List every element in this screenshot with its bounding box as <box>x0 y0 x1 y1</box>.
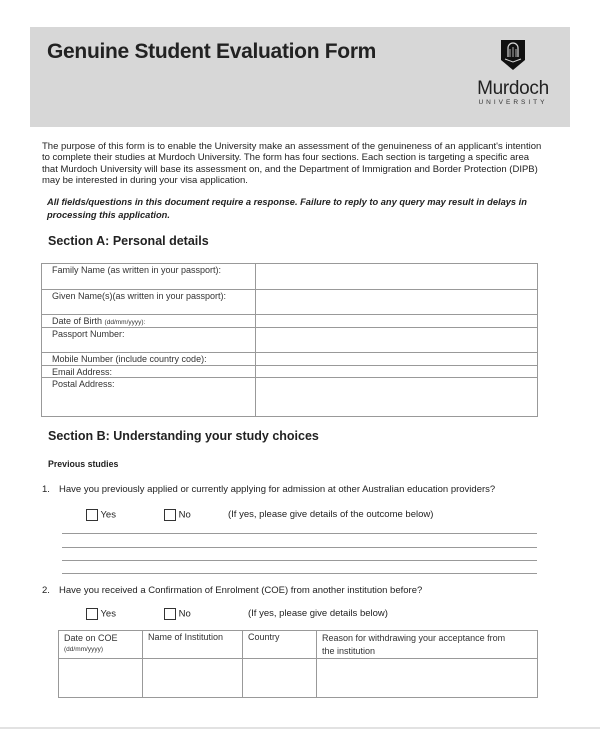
question-1-text: Have you previously applied or currently applying for admission at other Australian education providers? <box>59 484 496 495</box>
question-2-text: Have you received a Confirmation of Enrolment (COE) from another institution before? <box>59 585 423 596</box>
country-input[interactable] <box>243 659 317 698</box>
dob-label <box>42 315 256 328</box>
question-2-number: 2. <box>42 585 50 596</box>
dob-format-hint: (dd/mm/yyyy): <box>104 319 146 326</box>
section-b-title: Section B: Understanding your study choices <box>48 429 319 443</box>
previous-studies-subtitle: Previous studies <box>48 459 119 469</box>
answer-line[interactable] <box>62 560 537 561</box>
coe-date-header <box>59 631 143 659</box>
q2-yes-checkbox[interactable] <box>86 608 98 620</box>
coe-date-label: Date on COE <box>64 633 118 643</box>
coe-date-input[interactable] <box>59 659 143 698</box>
given-name-input[interactable] <box>256 290 538 315</box>
q1-note: (If yes, please give details of the outcome below) <box>228 509 434 520</box>
murdoch-logo <box>468 39 558 106</box>
section-a-title: Section A: Personal details <box>48 234 209 248</box>
answer-line[interactable] <box>62 547 537 548</box>
email-label: Email Address: <box>42 366 256 378</box>
given-name-label: Given Name(s)(as written in your passport): <box>42 290 256 315</box>
family-name-label: Family Name (as written in your passport): <box>42 264 256 290</box>
notice-line: processing this application. <box>47 209 170 220</box>
coe-table <box>58 630 538 698</box>
dob-input[interactable] <box>256 315 538 328</box>
passport-number-label: Passport Number: <box>42 328 256 353</box>
university-crest-icon <box>500 39 526 71</box>
intro-paragraph <box>42 141 582 187</box>
form-title: Genuine Student Evaluation Form <box>47 40 377 63</box>
q2-note: (If yes, please give details below) <box>248 608 388 619</box>
intro-line: that Murdoch University will base its assessment on, and the Department of Immigration and Border Protection (DIPB) <box>42 163 538 175</box>
mobile-number-input[interactable] <box>256 353 538 366</box>
q1-yes-option[interactable] <box>86 509 116 521</box>
q2-yes-option[interactable] <box>86 608 116 620</box>
logo-name: Murdoch <box>477 78 549 99</box>
reason-input[interactable] <box>317 659 538 698</box>
intro-line: The purpose of this form is to enable the University make an assessment of the genuineness of an applicant's intention <box>42 141 542 152</box>
notice-line: All fields/questions in this document require a response. Failure to reply to any query may result in delays in <box>47 197 527 207</box>
postal-address-input[interactable] <box>256 378 538 417</box>
question-1-number: 1. <box>42 484 50 495</box>
family-name-input[interactable] <box>256 264 538 290</box>
q2-no-label: No <box>178 608 191 620</box>
answer-line[interactable] <box>62 533 537 534</box>
answer-line[interactable] <box>62 573 537 574</box>
q2-yes-label: Yes <box>100 608 116 620</box>
logo-subtitle: UNIVERSITY <box>478 99 548 106</box>
country-header: Country <box>243 631 317 659</box>
intro-line: may be interested in during your visa application. <box>42 175 248 187</box>
mobile-number-label: Mobile Number (include country code): <box>42 353 256 366</box>
intro-line: to complete their studies at Murdoch University. The form has four sections. Each section is targeting a specific area <box>42 152 530 164</box>
institution-header: Name of Institution <box>143 631 243 659</box>
coe-date-hint: (dd/mm/yyyy) <box>64 646 103 653</box>
postal-address-label: Postal Address: <box>42 378 256 417</box>
personal-details-table <box>41 263 538 417</box>
q2-no-option[interactable] <box>164 608 191 620</box>
passport-number-input[interactable] <box>256 328 538 353</box>
institution-input[interactable] <box>143 659 243 698</box>
email-input[interactable] <box>256 366 538 378</box>
q1-no-checkbox[interactable] <box>164 509 176 521</box>
form-header <box>30 27 570 127</box>
q2-no-checkbox[interactable] <box>164 608 176 620</box>
required-notice <box>47 196 587 221</box>
dob-label-text: Date of Birth <box>52 316 103 326</box>
q1-yes-checkbox[interactable] <box>86 509 98 521</box>
q1-no-option[interactable] <box>164 509 191 521</box>
q1-yes-label: Yes <box>100 509 116 521</box>
q1-no-label: No <box>178 509 191 521</box>
page-bottom-divider <box>0 727 600 729</box>
reason-header: Reason for withdrawing your acceptance from the institution <box>317 631 538 659</box>
